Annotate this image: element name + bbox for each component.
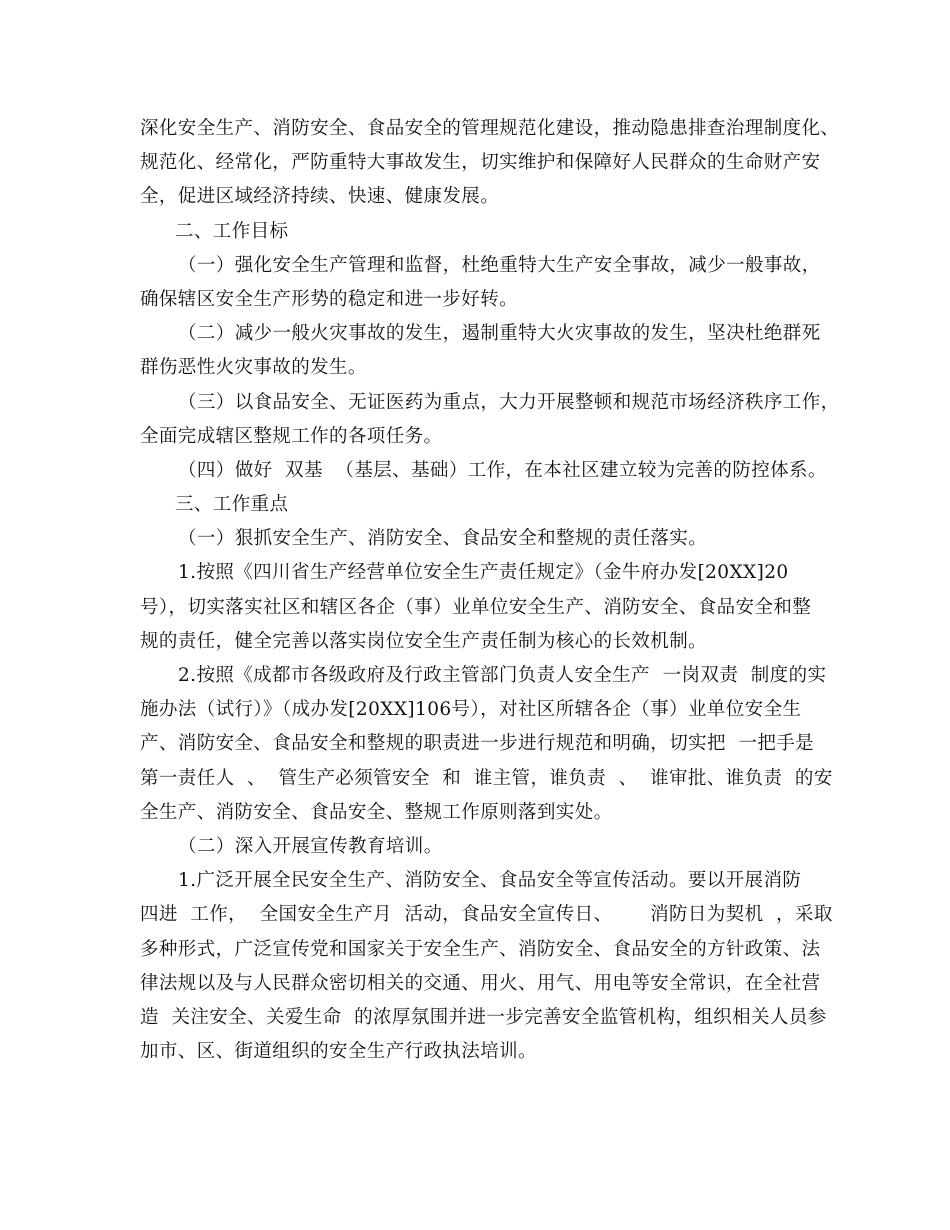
paragraph-line: 全生产、消防安全、食品安全、整规工作原则落到实处。 <box>140 801 613 823</box>
paragraph-line: 1.广泛开展全民安全生产、消防安全、食品安全等宣传活动。要以开展消防 <box>178 870 802 892</box>
paragraph-line: 四进 工作， 全国安全生产月 活动，食品安全宣传日、 消防日为契机 ，采取 <box>140 904 833 926</box>
paragraph-line: 号），切实落实社区和辖区各企（事）业单位安全生产、消防安全、食品安全和整 <box>140 596 812 618</box>
paragraph-line: 群伤恶性火灾事故的发生。 <box>140 357 367 379</box>
paragraph-line: （一）强化安全生产管理和监督，杜绝重特大生产安全事故，减少一般事故， <box>178 254 821 276</box>
paragraph-line: （四）做好 双基 （基层、基础）工作，在本社区建立较为完善的防控体系。 <box>178 459 827 481</box>
document-body <box>140 112 840 1069</box>
subsection-heading: （一）狠抓安全生产、消防安全、食品安全和整规的责任落实。 <box>178 528 708 550</box>
paragraph-line: 规的责任，健全完善以落实岗位安全生产责任制为核心的长效机制。 <box>140 630 708 652</box>
paragraph-line: 多种形式，广泛宣传党和国家关于安全生产、消防安全、食品安全的方针政策、法 <box>140 938 821 960</box>
paragraph-line: 产、消防安全、食品安全和整规的职责进一步进行规范和明确，切实把 一把手是 <box>140 733 815 755</box>
paragraph-line: （二）减少一般火灾事故的发生，遏制重特大火灾事故的发生，坚决杜绝群死 <box>178 323 821 345</box>
paragraph-line: 全，促进区域经济持续、快速、健康发展。 <box>140 186 500 208</box>
subsection-heading: （二）深入开展宣传教育培训。 <box>178 835 443 857</box>
paragraph-line: 造 关注安全、关爱生命 的浓厚氛围并进一步完善安全监管机构，组织相关人员参 <box>140 1006 827 1028</box>
paragraph-line: 确保辖区安全生产形势的稳定和进一步好转。 <box>140 288 519 310</box>
paragraph-line: 律法规以及与人民群众密切相关的交通、用火、用气、用电等安全常识，在全社营 <box>140 972 821 994</box>
paragraph-line: 全面完成辖区整规工作的各项任务。 <box>140 425 443 447</box>
paragraph-line: 加市、区、街道组织的安全生产行政执法培训。 <box>140 1041 537 1063</box>
paragraph-line: （三）以食品安全、无证医药为重点，大力开展整顿和规范市场经济秩序工作， <box>178 391 840 413</box>
section-heading-goals: 二、工作目标 <box>175 220 289 242</box>
paragraph-line: 施办法（试行）》（成办发[20XX]106号），对社区所辖各企（事）业单位安全生 <box>140 699 802 721</box>
paragraph-line: 深化安全生产、消防安全、食品安全的管理规范化建设，推动隐患排查治理制度化、 <box>140 118 840 139</box>
paragraph-line: 1.按照《四川省生产经营单位安全生产责任规定》（金牛府办发[20XX]20 <box>178 562 789 584</box>
paragraph-line: 规范化、经常化，严防重特大事故发生，切实维护和保障好人民群众的生命财产安 <box>140 152 821 174</box>
paragraph-line: 第一责任人 、 管生产必须管安全 和 谁主管，谁负责 、 谁审批、谁负责 的安 <box>140 767 833 789</box>
section-heading-focus: 三、工作重点 <box>175 494 289 516</box>
paragraph-line: 2.按照《成都市各级政府及行政主管部门负责人安全生产 一岗双责 制度的实 <box>178 665 827 686</box>
